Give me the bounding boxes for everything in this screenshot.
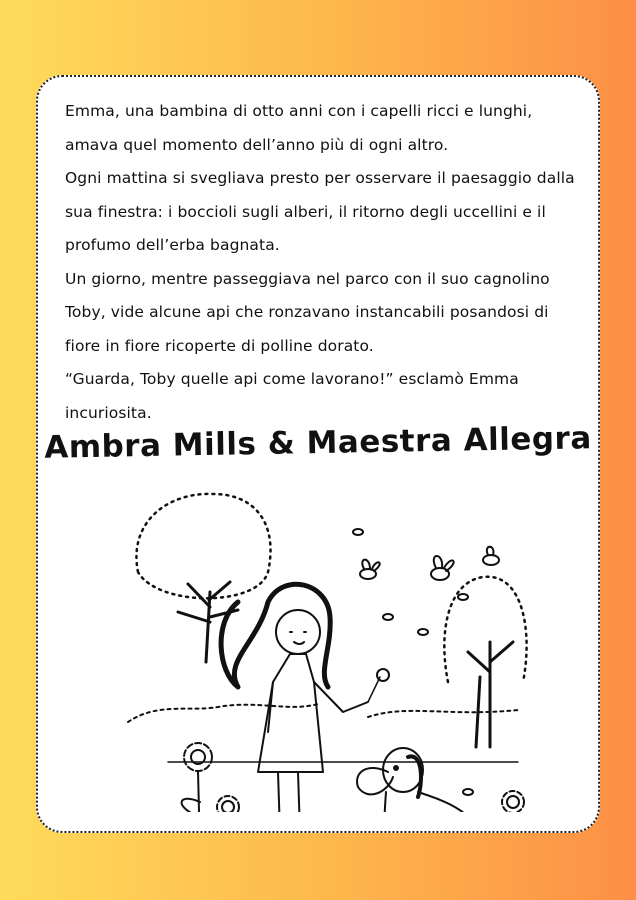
bee-icon <box>483 547 499 565</box>
paragraph: Emma, una bambina di otto anni con i capelli ricci e lunghi, amava quel momento dell’anno più di ogni altro. <box>65 102 533 154</box>
bee-icon <box>360 560 380 579</box>
bee-icon <box>463 789 473 795</box>
story-text <box>65 95 585 430</box>
coloring-illustration <box>118 472 528 812</box>
bee-icon <box>383 614 393 620</box>
sunflower-icon <box>500 791 524 812</box>
dog-icon <box>357 748 497 812</box>
girl-icon <box>221 584 389 812</box>
story-card <box>36 75 600 833</box>
paragraph: Ogni mattina si svegliava presto per osservare il paesaggio dalla sua finestra: i boccioli sugli alberi, il ritorno degli uccellini e il profumo dell’erba bagnata. <box>65 169 575 254</box>
bee-icon <box>431 556 454 580</box>
paragraph: Un giorno, mentre passeggiava nel parco con il suo cagnolino Toby, vide alcune api che ronzavano instancabili posandosi di fiore in fiore ricoperte di polline dorato. <box>65 269 550 355</box>
bee-icon <box>353 529 363 535</box>
sunflower-icon <box>182 743 216 812</box>
bee-icon <box>418 629 428 635</box>
author-credit: Ambra Mills & Maestra Allegra <box>43 420 593 466</box>
paragraph: “Guarda, Toby quelle api come lavorano!” esclamò Emma incuriosita. <box>65 370 519 422</box>
bee-icon <box>458 594 468 600</box>
tree-icon <box>444 577 526 747</box>
sunflower-icon <box>217 796 239 812</box>
